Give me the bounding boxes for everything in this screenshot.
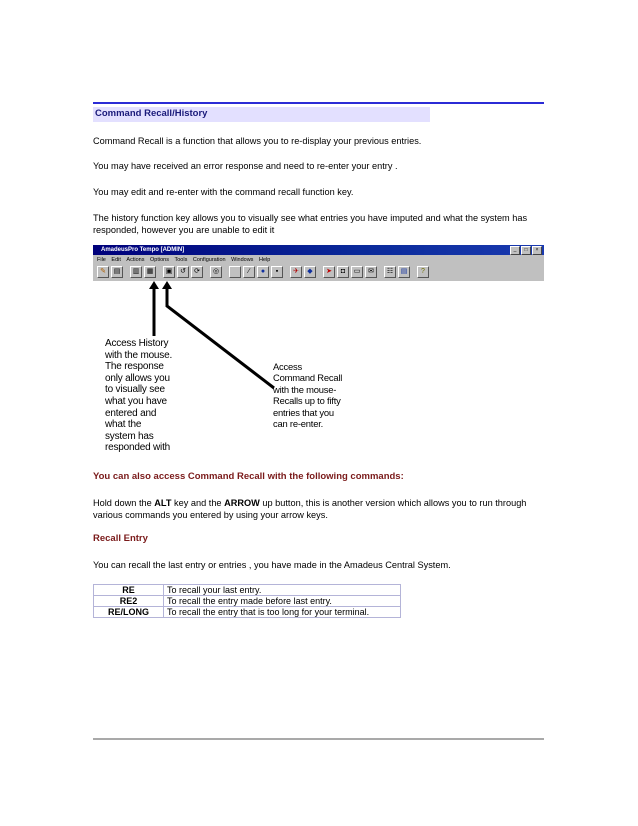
app-window-title: AmadeusPro Tempo [ADMIN] bbox=[101, 247, 185, 253]
menu-configuration[interactable]: Configuration bbox=[192, 257, 226, 263]
recall-entry-heading: Recall Entry bbox=[93, 533, 148, 544]
copy-icon[interactable]: ▦ bbox=[144, 266, 156, 278]
command-recall-icon[interactable]: ↺ bbox=[177, 266, 189, 278]
recall-table bbox=[93, 584, 401, 618]
recall-callout-line: Access bbox=[273, 361, 303, 372]
table-row bbox=[94, 596, 401, 607]
paragraph-history: The history function key allows you to visually see what entries you have imputed and what the system has responded, however you are unable to edit it bbox=[93, 213, 528, 235]
commands-text: Hold down the bbox=[93, 498, 155, 508]
menu-tools[interactable]: Tools bbox=[174, 257, 188, 263]
commands-heading: You can also access Command Recall with the following commands: bbox=[93, 471, 404, 482]
recall-callout-line: can re-enter. bbox=[273, 418, 324, 430]
recall-callout-line: with the mouse- bbox=[273, 383, 337, 395]
table-cell-description: To recall your last entry. bbox=[164, 585, 401, 596]
history-callout-line: Access History bbox=[105, 338, 169, 349]
close-icon[interactable]: × bbox=[532, 246, 542, 255]
recall-callout bbox=[273, 361, 342, 429]
search-icon[interactable]: ◎ bbox=[210, 266, 222, 278]
history-callout-line: what the bbox=[105, 419, 142, 431]
commands-text: up button, this is another version which allows you to run through various commands you entered by using your arrow keys. bbox=[93, 498, 527, 520]
alt-key-label: ALT bbox=[154, 498, 172, 508]
print-icon[interactable]: ▤ bbox=[111, 266, 123, 278]
camera-icon[interactable]: ◘ bbox=[337, 266, 349, 278]
paragraph-intro: Command Recall is a function that allows you to re-display your previous entries. bbox=[93, 136, 422, 146]
grid-icon[interactable]: ☷ bbox=[384, 266, 396, 278]
history-callout-line: entered and bbox=[105, 407, 157, 419]
section-title: Command Recall/History bbox=[95, 108, 208, 119]
menu-file[interactable]: File bbox=[97, 257, 106, 263]
chart-icon[interactable]: ▪ bbox=[271, 266, 283, 278]
commands-text: key and the bbox=[171, 498, 225, 508]
history-callout-line: to visually see bbox=[105, 384, 165, 396]
arrow-key-label: ARROW bbox=[224, 498, 260, 508]
table-cell-description: To recall the entry that is too long for your terminal. bbox=[164, 607, 401, 618]
recall-callout-line: entries that you bbox=[273, 406, 334, 418]
history-icon[interactable]: ▣ bbox=[163, 266, 175, 278]
recall-callout-line: Recalls up to fifty bbox=[273, 395, 341, 407]
recall-callout-line: Command Recall bbox=[273, 372, 343, 384]
monitor-icon[interactable]: ▭ bbox=[351, 266, 363, 278]
table-cell-command: RE/LONG bbox=[94, 607, 164, 618]
history-callout-line: with the mouse. bbox=[105, 349, 173, 361]
history-arrowhead bbox=[149, 281, 159, 289]
help-icon[interactable]: ? bbox=[417, 266, 429, 278]
send-icon[interactable]: ➤ bbox=[323, 266, 335, 278]
menu-actions[interactable]: Actions bbox=[126, 257, 145, 263]
maximize-icon[interactable]: □ bbox=[521, 246, 531, 255]
history-callout bbox=[105, 338, 172, 454]
recall-pointer-line bbox=[167, 287, 274, 388]
mail-icon[interactable]: ✉ bbox=[365, 266, 377, 278]
history-callout-line: system has bbox=[105, 430, 154, 442]
recall-arrowhead bbox=[162, 281, 172, 289]
paragraph-recall-entry: You can recall the last entry or entries , you have made in the Amadeus Central System. bbox=[93, 560, 451, 570]
paragraph-edit: You may edit and re-enter with the command recall function key. bbox=[93, 187, 354, 197]
plane-icon[interactable]: ✈ bbox=[290, 266, 302, 278]
history-callout-line: what you have bbox=[105, 395, 167, 407]
cut-icon[interactable]: ▥ bbox=[130, 266, 142, 278]
table-row bbox=[94, 607, 401, 618]
flag-icon[interactable]: ✎ bbox=[97, 266, 109, 278]
bottom-rule bbox=[93, 738, 544, 740]
menu-windows[interactable]: Windows bbox=[231, 257, 254, 263]
menu-options[interactable]: Options bbox=[150, 257, 169, 263]
table-cell-description: To recall the entry made before last entry. bbox=[164, 596, 401, 607]
menu-edit[interactable]: Edit bbox=[111, 257, 121, 263]
table-cell-command: RE2 bbox=[94, 596, 164, 607]
paragraph-error: You may have received an error response and need to re-enter your entry . bbox=[93, 161, 398, 171]
globe-icon[interactable]: ● bbox=[257, 266, 269, 278]
menu-help[interactable]: Help bbox=[258, 257, 271, 263]
history-callout-line: only allows you bbox=[105, 372, 170, 384]
history-callout-line: responded with bbox=[105, 442, 171, 454]
table-row bbox=[94, 585, 401, 596]
arrow-icon[interactable]: ◆ bbox=[304, 266, 316, 278]
table-cell-command: RE bbox=[94, 585, 164, 596]
minimize-icon[interactable]: _ bbox=[510, 246, 520, 255]
pen-icon[interactable]: ∕ bbox=[243, 266, 255, 278]
refresh-icon[interactable]: ⟳ bbox=[191, 266, 203, 278]
paragraph-commands bbox=[93, 497, 545, 521]
history-callout-line: The response bbox=[105, 361, 164, 373]
table-icon[interactable]: ▤ bbox=[398, 266, 410, 278]
